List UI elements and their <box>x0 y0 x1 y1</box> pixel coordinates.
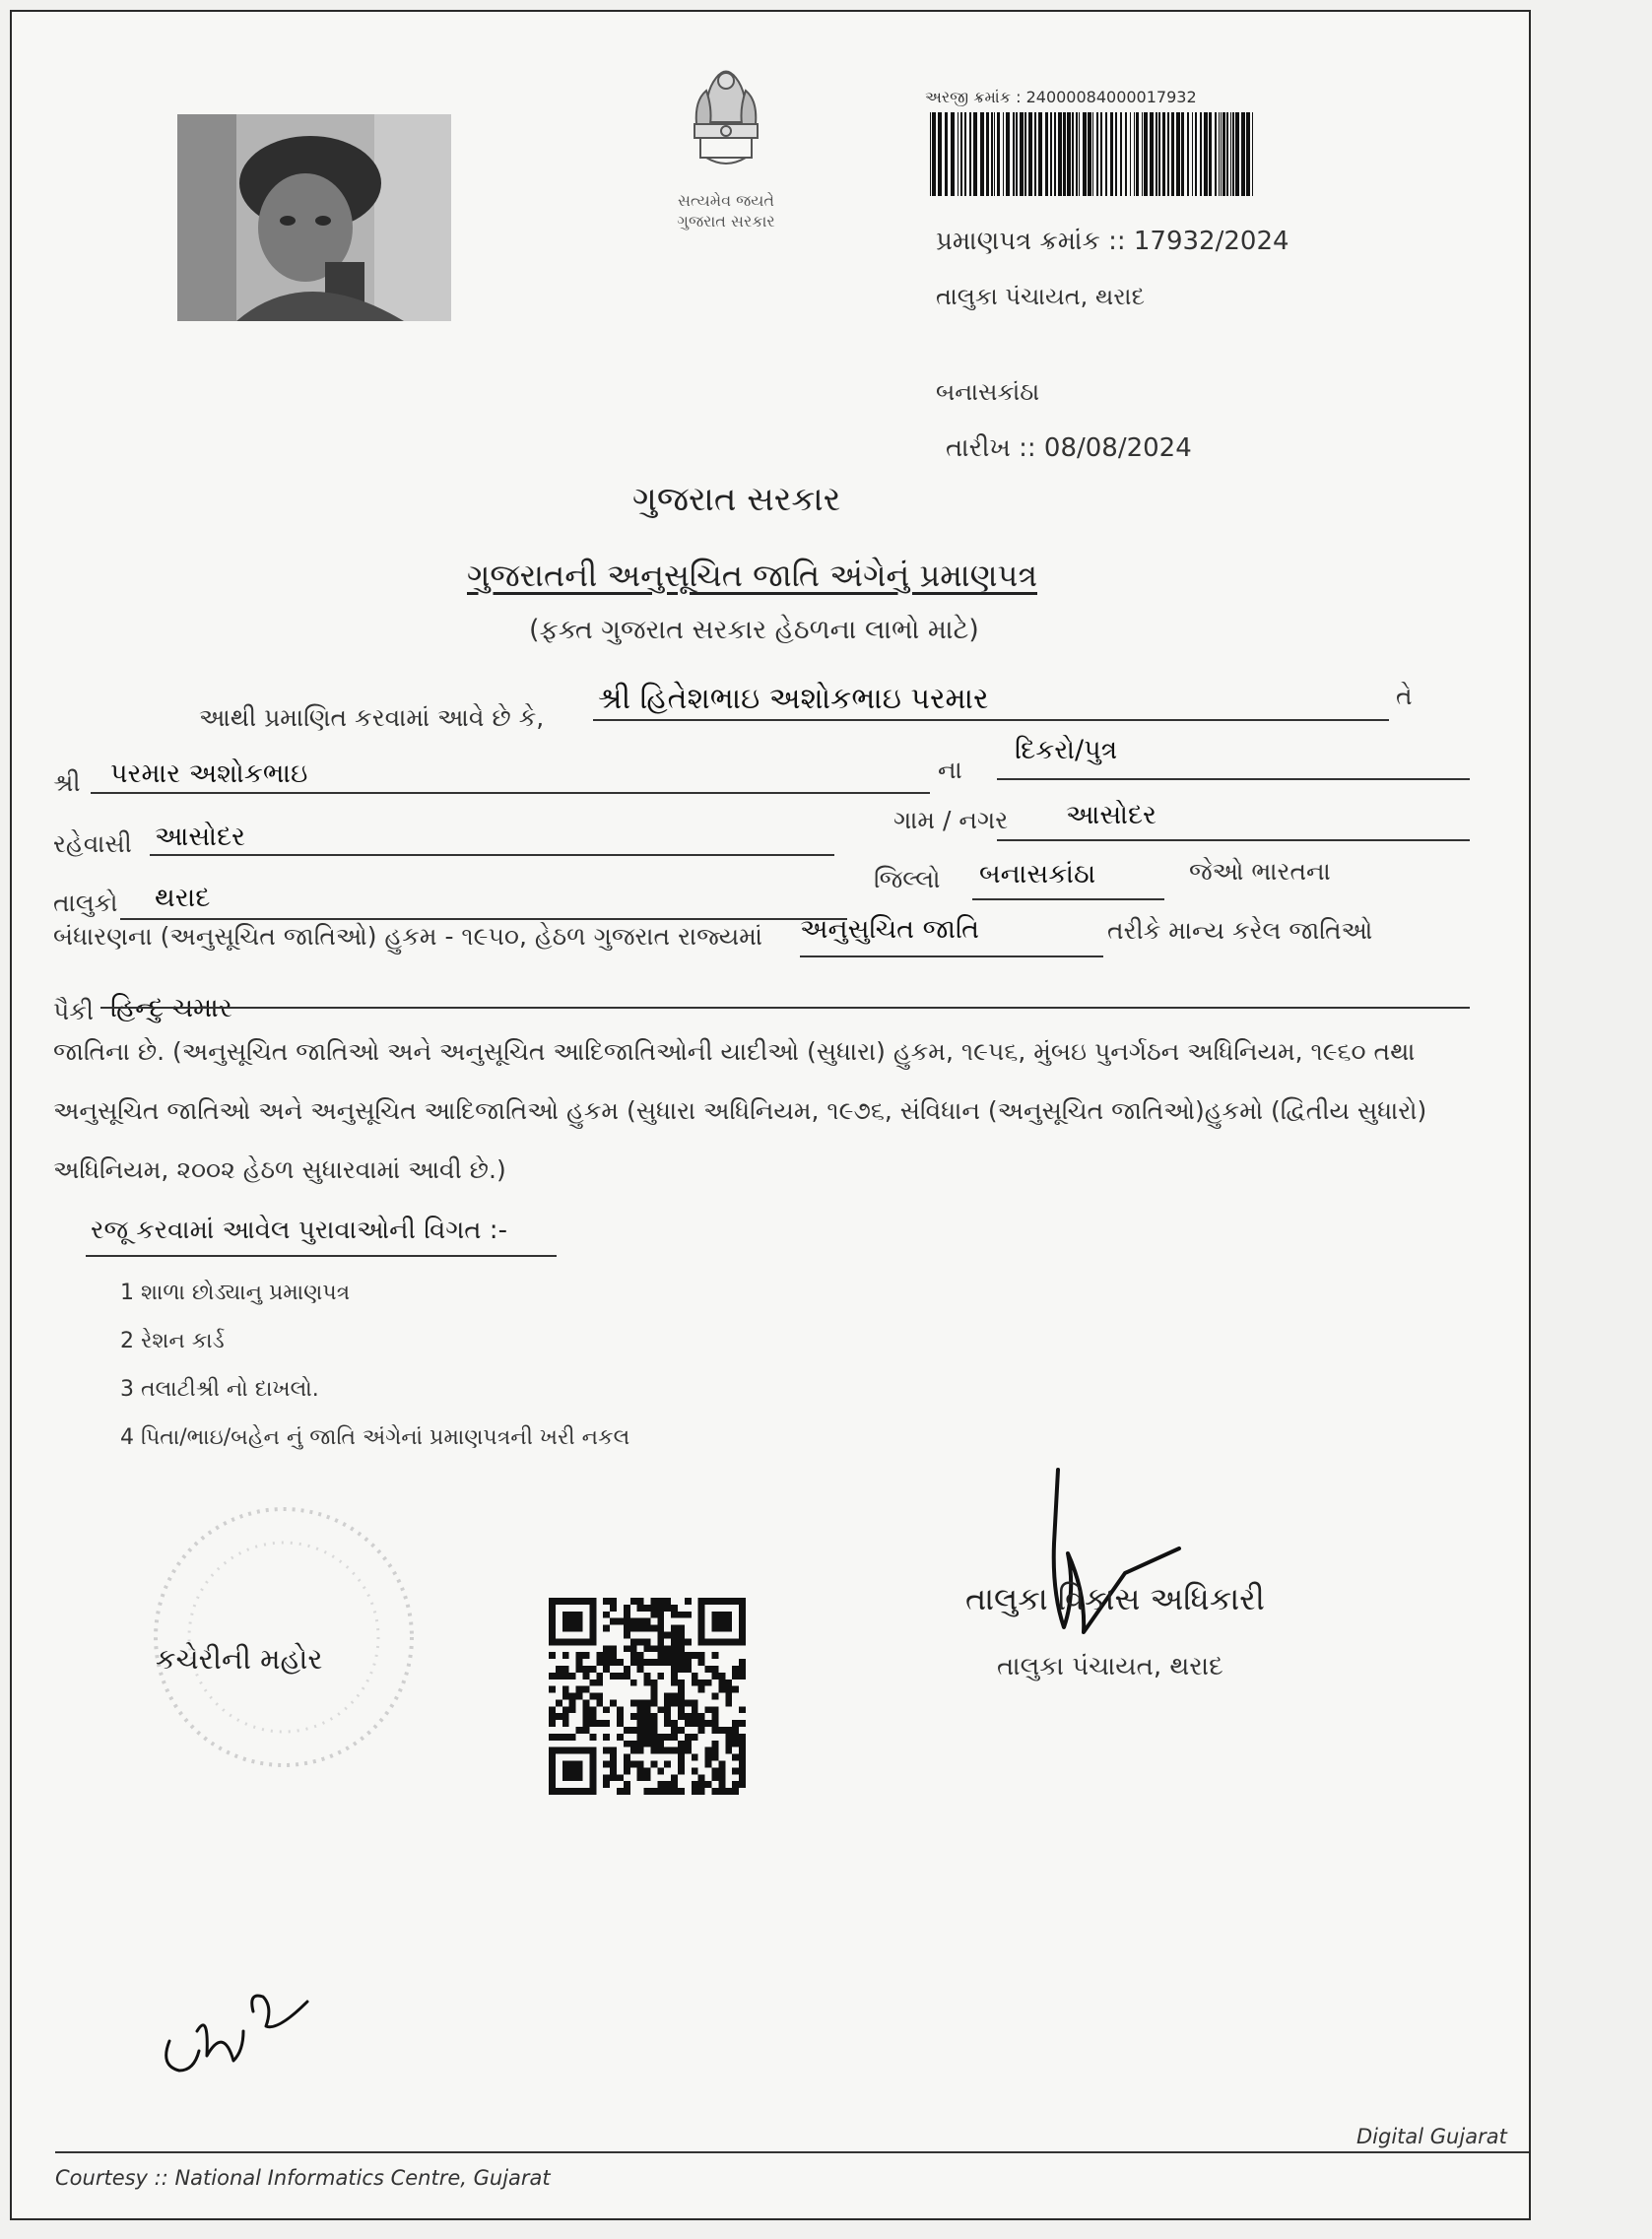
list-item: 3 તલાટીશ્રી નો દાખલો. <box>120 1377 319 1402</box>
courtesy-label: Courtesy :: National Informatics Centre, Gujarat <box>55 2166 551 2190</box>
barcode-icon <box>928 112 1259 196</box>
certificate-subtitle: (ફક્ત ગુજરાત સરકાર હેઠળના લાભો માટે) <box>529 615 979 645</box>
constitution-text: બંધારણના (અનુસૂચિત જાતિઓ) હુકમ - ૧૯૫૦, હેઠળ ગુજરાત રાજ્યમાં <box>53 922 762 951</box>
office-seal-stamp <box>146 1499 422 1775</box>
certificate-number: પ્રમાણપત્ર ક્રમાંક :: 17932/2024 <box>936 227 1289 256</box>
name-underline <box>593 719 1389 721</box>
taluka-label: તાલુકો <box>53 889 118 917</box>
father-name: પરમાર અશોકભાઇ <box>110 758 308 789</box>
relation-underline <box>997 778 1470 780</box>
district-value: બનાસકાંઠા <box>979 859 1096 889</box>
officer-office: તાલુકા પંચાયત, થરાદ <box>997 1652 1223 1681</box>
ashoka-emblem-icon <box>632 53 820 191</box>
issue-date: તારીખ :: 08/08/2024 <box>946 433 1192 463</box>
emblem-caption <box>632 191 820 232</box>
taluka-value: થરાદ <box>155 883 211 913</box>
issuing-office: તાલુકા પંચાયત, થરાદ <box>936 283 1145 310</box>
resident-value: આસોદર <box>155 822 246 852</box>
holder-name: શ્રી હિતેશભાઇ અશોકભાઇ પરમાર <box>598 682 989 716</box>
naa-label: ના <box>938 756 962 784</box>
village-underline <box>997 839 1470 841</box>
footer-divider <box>55 2151 1529 2153</box>
caste-value: હિન્દુ ચમાર <box>110 993 232 1023</box>
resident-label: રહેવાસી <box>53 829 132 858</box>
village-value: આસોદર <box>1066 800 1157 830</box>
officer-designation: તાલુકા વિકાસ અધિકારી <box>965 1580 1265 1617</box>
recognized-label: તરીકે માન્ય કરેલ જાતિઓ <box>1107 916 1373 945</box>
certificate-sheet <box>10 10 1531 2220</box>
scheduled-caste-value: અનુસુચિત જાતિ <box>800 914 980 945</box>
certificate-title: ગુજરાતની અનુસૂચિત જાતિ અંગેનું પ્રમાણપત્ર <box>467 557 1037 594</box>
legal-paragraph: જાતિના છે. (અનુસૂચિત જાતિઓ અને અનુસૂચિત આદિજાતિઓની યાદીઓ (સુધારા) હુકમ, ૧૯૫૬, મુંબઇ પુનર્ગઠન અધિનિયમ, ૧૯૬૦ તથા અનુસૂચિત જાતિઓ અને અનુસૂચિત આદિજાતિઓ હુકમ (સુધારા અધિનિયમ, ૧૯૭૬, સંવિધાન (અનુસૂચિત જાતિઓ)હુકમો (દ્વિતીય સુધારો) અધિનિયમ, ૨૦૦૨ હેઠળ સુધારવામાં આવી છે.) <box>53 1037 1427 1184</box>
district-underline <box>972 898 1164 900</box>
issuing-district: બનાસકાંઠા <box>936 378 1040 406</box>
emblem-government: ગુજરાત સરકાર <box>677 211 775 230</box>
shri-label: શ્રી <box>53 768 81 797</box>
handwritten-signature <box>1007 1455 1204 1652</box>
list-item: 4 પિતા/ભાઇ/બહેન નું જાતિ અંગેનાં પ્રમાણપત્રની ખરી નકલ <box>120 1425 630 1450</box>
applicant-photo <box>177 114 451 321</box>
emblem-motto: સત્યમેવ જયતે <box>678 191 774 210</box>
application-number: અરજી ક્રમાંક : 24000084000017932 <box>925 88 1197 106</box>
taluka-underline <box>120 918 847 920</box>
village-label: ગામ / નગર <box>893 806 1009 834</box>
digital-gujarat-label: Digital Gujarat <box>1356 2125 1507 2148</box>
proofs-title: રજૂ કરવામાં આવેલ પુરાવાઓની વિગત :- <box>91 1216 507 1245</box>
resident-underline <box>150 854 834 856</box>
list-item: 2 રેશન કાર્ડ <box>120 1329 225 1353</box>
relation-value: દિકરો/પુત્ર <box>1015 735 1118 765</box>
seal-label: કચેરીની મહોર <box>156 1642 323 1676</box>
state-emblem <box>632 53 820 250</box>
proofs-title-underline <box>86 1255 557 1257</box>
among-label: પૈકી <box>53 997 95 1025</box>
india-label: જેઓ ભારતના <box>1189 857 1331 886</box>
te-label: તે <box>1396 682 1413 710</box>
scheduled-caste-underline <box>800 955 1103 957</box>
government-name: ગુજરાત સરકાર <box>632 480 841 519</box>
list-item: 1 શાળા છોડ્યાનુ પ્રમાણપત્ર <box>120 1281 351 1305</box>
handwritten-initials <box>150 1972 317 2080</box>
father-underline <box>91 792 930 794</box>
caste-underline <box>100 1007 1470 1009</box>
qr-code-icon <box>549 1593 746 1800</box>
district-label: જિલ્લો <box>874 865 941 893</box>
proofs-list <box>120 1281 810 1474</box>
intro-label: આથી પ્રમાણિત કરવામાં આવે છે કે, <box>199 703 545 732</box>
